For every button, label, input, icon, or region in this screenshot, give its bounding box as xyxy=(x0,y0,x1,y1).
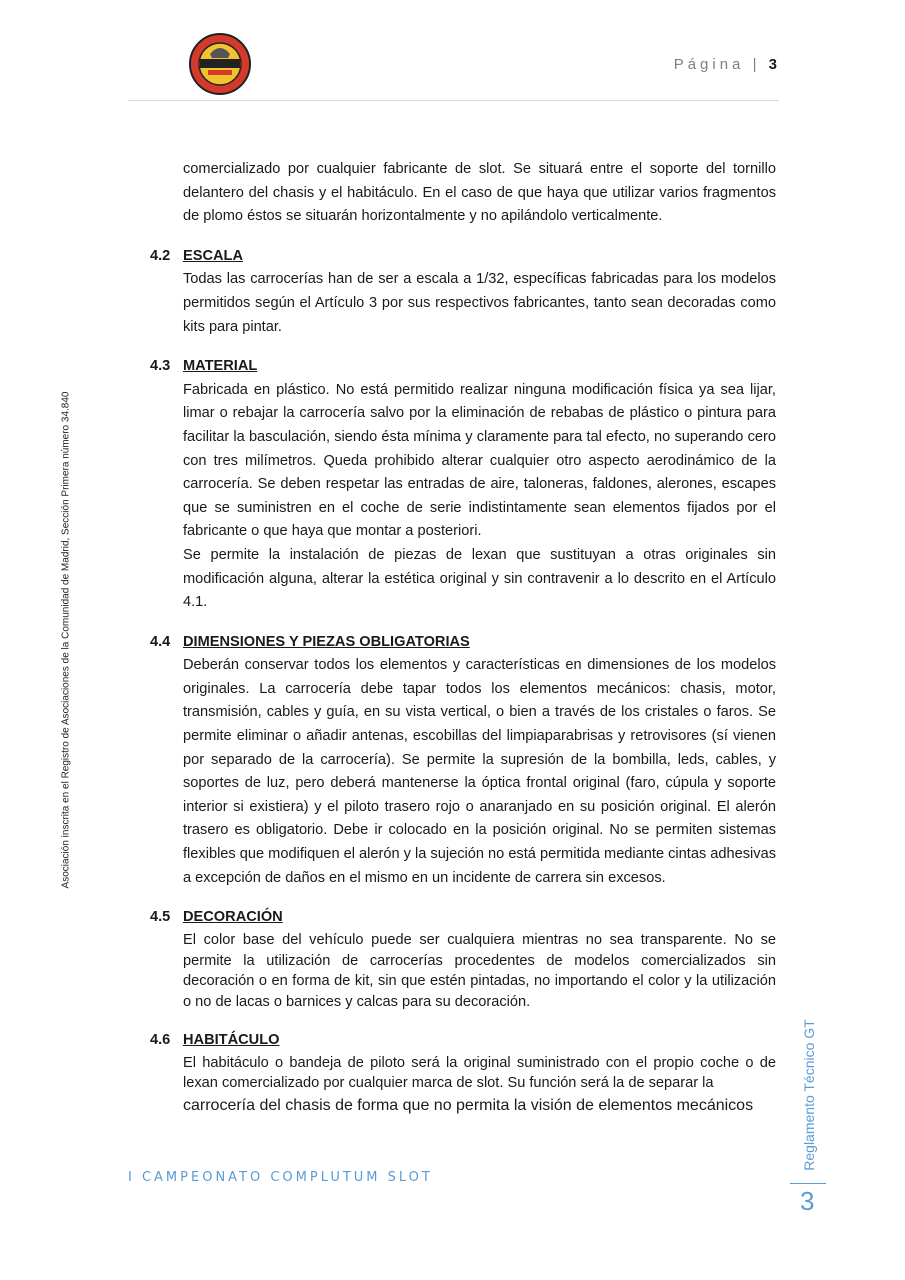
page-label xyxy=(674,56,777,73)
section-title: HABITÁCULO xyxy=(183,1032,280,1048)
section-paragraph: Fabricada en plástico. No está permitido realizar ninguna modificación física ya sea lijar, limar o rebajar la carrocería salvo por la eliminación de rebabas de plástico o pintura para facilitar la basculación, siendo ésta mínima y claramente para tal efecto, no superando cero con tres milímetros. Queda prohibido alterar cualquier otro aspecto aerodinámico de la carrocería. Se deben respetar las entradas de aire, taloneras, faldones, alerones, escapes que se suministren en el coche de serie indistintamente sean elementos fijados por el fabricante o que haya que montar a posteriori. xyxy=(183,381,776,540)
section-paragraph: El color base del vehículo puede ser cualquiera mientras no sea transparente. No se permite la utilización de carrocerías procedentes de modelos comercializados sin decoración o en forma de kit, sin que estén pintadas, no importando el color y la utilización o no de lacas o barnices y calcas para su decoración. xyxy=(183,931,776,1011)
section-dimensiones xyxy=(150,631,776,891)
section-number: 4.5 xyxy=(150,909,171,926)
section-title: DECORACIÓN xyxy=(183,909,283,926)
page-number: 3 xyxy=(768,56,777,73)
section-paragraph: carrocería del chasis de forma que no permita la visión de elementos mecánicos xyxy=(183,1097,754,1115)
page-word: Página xyxy=(673,56,745,73)
section-heading xyxy=(150,631,776,655)
section-paragraph: Todas las carrocerías han de ser a escala a 1/32, específicas fabricadas para los modelos permitidos según el Artículo 3 por sus respectivos fabricantes, tanto sean decoradas como kits para pintar. xyxy=(183,271,776,335)
association-logo xyxy=(188,32,252,96)
document-body xyxy=(150,158,776,1118)
section-escala xyxy=(150,245,776,339)
registration-note: Asociación inscrita en el Registro de Asociaciones de la Comunidad de Madrid, Sección Primera número 34.840 xyxy=(60,391,72,889)
footer-page-number: 3 xyxy=(800,1186,815,1216)
section-number: 4.3 xyxy=(150,358,171,375)
intro-paragraph: comercializado por cualquier fabricante de slot. Se situará entre el soporte del tornillo delantero del chasis y el habitáculo. En el caso de que haya que utilizar varios fragmentos de plomo éstos se situarán horizontalmente y no apilándolo verticalmente. xyxy=(183,161,776,225)
section-material xyxy=(150,355,776,615)
document-title: Reglamento Técnico GT xyxy=(801,1019,817,1171)
section-title: ESCALA xyxy=(183,247,243,264)
section-heading xyxy=(150,1029,776,1053)
championship-name: I CAMPEONATO COMPLUTUM SLOT xyxy=(128,1170,433,1185)
section-title: DIMENSIONES Y PIEZAS OBLIGATORIAS xyxy=(183,633,470,650)
header-divider xyxy=(128,100,779,101)
section-title: MATERIAL xyxy=(183,358,258,375)
section-number: 4.2 xyxy=(150,247,171,264)
footer-divider xyxy=(790,1183,826,1184)
section-heading xyxy=(150,355,776,379)
section-paragraph: Se permite la instalación de piezas de lexan que sustituyan a otras originales sin modificación alguna, alterar la estética original y sin contravenir a lo descrito en el Artículo 4.1. xyxy=(183,546,776,611)
section-paragraph: Deberán conservar todos los elementos y características en dimensiones de los modelos originales. La carrocería debe tapar todos los elementos mecánicos: chasis, motor, transmisión, cables y guía, en su vista vertical, o bien a través de los cristales o faros. Se permite eliminar o añadir antenas, escobillas del limpiaparabrisas y retrovisores (sí vienen por separado de la carrocería). Se permite la supresión de la bombilla, leds, cables, y soportes de luz, pero deberá mantenerse la óptica frontal original (faro, cúpula y soporte interior si existiera) y el piloto trasero rojo o anaranjado en su posición original. El alerón trasero es obligatorio. Debe ir colocado en la posición original. No se permiten sistemas flexibles que modifiquen el alerón y la sujeción no está permitida mediante cintas adhesivas a excepción de daños en el mismo en un incidente de carrera sin excesos. xyxy=(183,657,777,886)
section-number: 4.6 xyxy=(150,1032,171,1048)
section-heading xyxy=(150,906,776,930)
section-habitaculo xyxy=(150,1029,776,1118)
section-number: 4.4 xyxy=(150,633,171,650)
page-separator: | xyxy=(752,56,757,73)
section-paragraph: El habitáculo o bandeja de piloto será la original suministrado con el propio coche o de lexan comercializado por cualquier marca de slot. Su función será la de separar la xyxy=(183,1054,776,1092)
section-decoracion xyxy=(150,906,776,1013)
section-heading xyxy=(150,245,776,269)
